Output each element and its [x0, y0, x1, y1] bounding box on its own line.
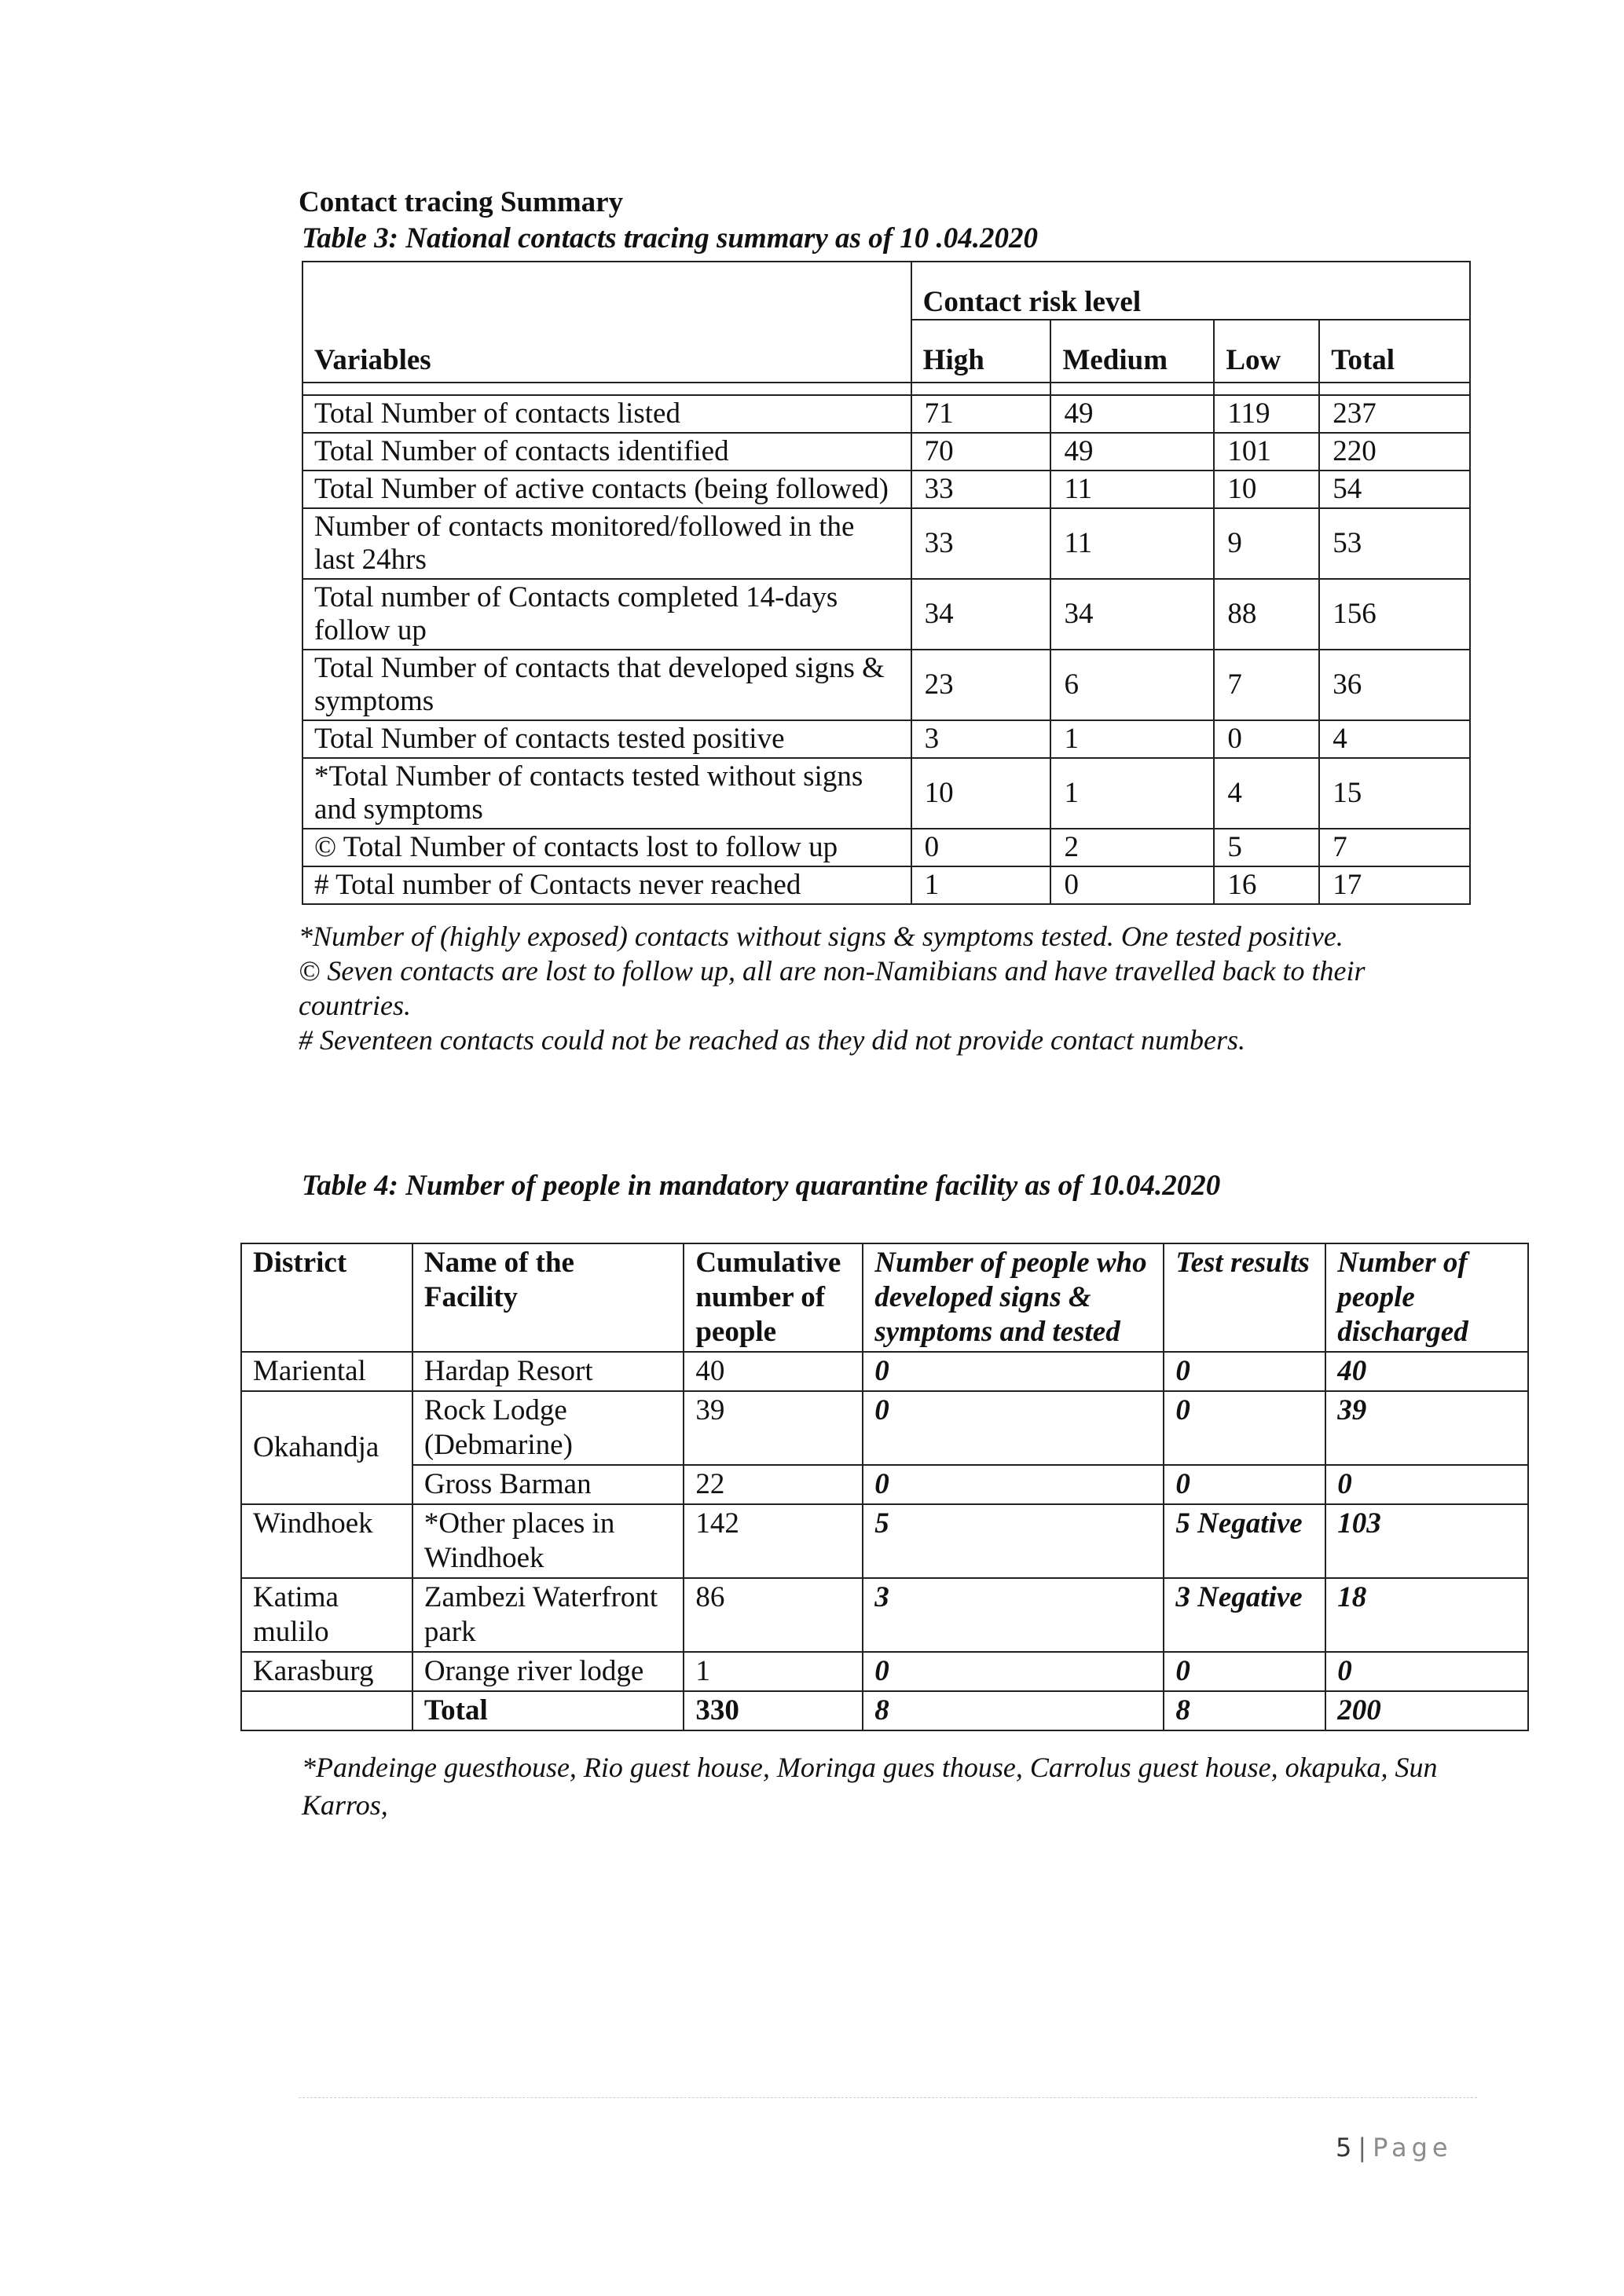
medium-cell: 1 [1050, 758, 1214, 829]
facility-cell: Zambezi Waterfront park [412, 1578, 684, 1652]
page-label: Page [1373, 2133, 1453, 2162]
variable-cell: Total number of Contacts completed 14-days follow up [302, 579, 911, 650]
total-test-results: 8 [1164, 1691, 1325, 1730]
district-cell: Windhoek [241, 1504, 412, 1578]
high-cell: 1 [911, 866, 1051, 904]
cumulative-cell: 1 [684, 1652, 863, 1691]
low-cell: 16 [1214, 866, 1319, 904]
table3-header-low: Low [1214, 320, 1319, 383]
table4-header-developed: Number of people who developed signs & symptoms and tested [863, 1243, 1164, 1352]
test-results-cell: 0 [1164, 1352, 1325, 1391]
low-cell: 7 [1214, 650, 1319, 720]
cumulative-cell: 22 [684, 1465, 863, 1504]
variable-cell: # Total number of Contacts never reached [302, 866, 911, 904]
table-row [241, 1352, 1528, 1391]
high-cell: 23 [911, 650, 1051, 720]
medium-cell: 1 [1050, 720, 1214, 758]
discharged-cell: 0 [1325, 1465, 1528, 1504]
table3-header-medium: Medium [1050, 320, 1214, 383]
medium-cell: 49 [1050, 395, 1214, 433]
district-cell: Katima mulilo [241, 1578, 412, 1652]
table-row [302, 579, 1470, 650]
table4-header-test-results: Test results [1164, 1243, 1325, 1352]
table3-header-total: Total [1319, 320, 1470, 383]
table-row [241, 1504, 1528, 1578]
facility-cell: Orange river lodge [412, 1652, 684, 1691]
medium-cell: 11 [1050, 508, 1214, 579]
table-row [302, 866, 1470, 904]
section-heading: Contact tracing Summary [299, 186, 624, 218]
total-discharged: 200 [1325, 1691, 1528, 1730]
total-cell: 17 [1319, 866, 1470, 904]
discharged-cell: 103 [1325, 1504, 1528, 1578]
medium-cell: 34 [1050, 579, 1214, 650]
medium-cell: 0 [1050, 866, 1214, 904]
low-cell: 10 [1214, 471, 1319, 508]
table3-header-variables: Variables [302, 320, 911, 383]
developed-cell: 0 [863, 1391, 1164, 1465]
developed-cell: 0 [863, 1352, 1164, 1391]
medium-cell: 6 [1050, 650, 1214, 720]
medium-cell: 2 [1050, 829, 1214, 866]
total-cell: 15 [1319, 758, 1470, 829]
page-number: 5 [1336, 2133, 1352, 2162]
total-cell: 220 [1319, 433, 1470, 471]
facility-cell: Gross Barman [412, 1465, 684, 1504]
total-cell: 54 [1319, 471, 1470, 508]
total-cell: 36 [1319, 650, 1470, 720]
table-row [302, 433, 1470, 471]
table4-header-cumulative: Cumulative number of people [684, 1243, 863, 1352]
table3-header-row [302, 320, 1470, 383]
facility-cell: Hardap Resort [412, 1352, 684, 1391]
table3-notes [299, 919, 1477, 1057]
table3-header-high: High [911, 320, 1051, 383]
medium-cell: 11 [1050, 471, 1214, 508]
total-label: Total [412, 1691, 684, 1730]
district-cell: Okahandja [241, 1391, 412, 1504]
cumulative-cell: 142 [684, 1504, 863, 1578]
total-cumulative: 330 [684, 1691, 863, 1730]
table-row [302, 471, 1470, 508]
table4-header-row [241, 1243, 1528, 1352]
table3-group-header: Contact risk level [911, 262, 1470, 320]
table-row [302, 508, 1470, 579]
table-row [241, 1578, 1528, 1652]
facility-cell: *Other places in Windhoek [412, 1504, 684, 1578]
table4-total-row [241, 1691, 1528, 1730]
table4-header-discharged: Number of people discharged [1325, 1243, 1528, 1352]
high-cell: 10 [911, 758, 1051, 829]
discharged-cell: 0 [1325, 1652, 1528, 1691]
total-developed: 8 [863, 1691, 1164, 1730]
table3-empty-header-cell [302, 262, 911, 320]
variable-cell: Total Number of contacts listed [302, 395, 911, 433]
low-cell: 5 [1214, 829, 1319, 866]
total-cell: 4 [1319, 720, 1470, 758]
high-cell: 33 [911, 471, 1051, 508]
low-cell: 119 [1214, 395, 1319, 433]
developed-cell: 0 [863, 1652, 1164, 1691]
table3-caption: Table 3: National contacts tracing summary as of 10 .04.2020 [302, 222, 1039, 255]
table-row [302, 829, 1470, 866]
note-tested-without-symptoms: *Number of (highly exposed) contacts without signs & symptoms tested. One tested positive. [299, 921, 1344, 952]
total-empty-cell [241, 1691, 412, 1730]
contact-tracing-table [302, 261, 1471, 905]
note-never-reached: # Seventeen contacts could not be reached as they did not provide contact numbers. [299, 1024, 1245, 1056]
low-cell: 101 [1214, 433, 1319, 471]
table4-footnote: *Pandeinge guesthouse, Rio guest house, Moringa gues thouse, Carrolus guest house, okapuka, Sun Karros, [302, 1752, 1438, 1821]
table-row [241, 1652, 1528, 1691]
developed-cell: 5 [863, 1504, 1164, 1578]
note-lost-to-follow-up: © Seven contacts are lost to follow up, all are non-Namibians and have travelled back to their countries. [299, 955, 1366, 1021]
table3-group-header-row [302, 262, 1470, 320]
discharged-cell: 40 [1325, 1352, 1528, 1391]
test-results-cell: 0 [1164, 1652, 1325, 1691]
high-cell: 3 [911, 720, 1051, 758]
test-results-cell: 0 [1164, 1465, 1325, 1504]
low-cell: 4 [1214, 758, 1319, 829]
footer-separator: | [1358, 2133, 1367, 2162]
developed-cell: 3 [863, 1578, 1164, 1652]
table-row [302, 395, 1470, 433]
discharged-cell: 18 [1325, 1578, 1528, 1652]
high-cell: 71 [911, 395, 1051, 433]
high-cell: 0 [911, 829, 1051, 866]
total-cell: 7 [1319, 829, 1470, 866]
low-cell: 9 [1214, 508, 1319, 579]
footer-divider [299, 2097, 1477, 2098]
table-row [302, 758, 1470, 829]
discharged-cell: 39 [1325, 1391, 1528, 1465]
district-cell: Karasburg [241, 1652, 412, 1691]
low-cell: 0 [1214, 720, 1319, 758]
medium-cell: 49 [1050, 433, 1214, 471]
variable-cell: Total Number of contacts tested positive [302, 720, 911, 758]
variable-cell: Total Number of active contacts (being followed) [302, 471, 911, 508]
total-cell: 237 [1319, 395, 1470, 433]
total-cell: 53 [1319, 508, 1470, 579]
cumulative-cell: 40 [684, 1352, 863, 1391]
variable-cell: Number of contacts monitored/followed in the last 24hrs [302, 508, 911, 579]
variable-cell: *Total Number of contacts tested without signs and symptoms [302, 758, 911, 829]
test-results-cell: 0 [1164, 1391, 1325, 1465]
facility-cell: Rock Lodge (Debmarine) [412, 1391, 684, 1465]
table-row [302, 650, 1470, 720]
table4-caption: Table 4: Number of people in mandatory quarantine facility as of 10.04.2020 [302, 1170, 1221, 1202]
high-cell: 34 [911, 579, 1051, 650]
test-results-cell: 3 Negative [1164, 1578, 1325, 1652]
cumulative-cell: 86 [684, 1578, 863, 1652]
table-row [302, 720, 1470, 758]
table4-header-district: District [241, 1243, 412, 1352]
table3-spacer-row [302, 383, 1470, 395]
table-row [241, 1391, 1528, 1465]
variable-cell: Total Number of contacts identified [302, 433, 911, 471]
high-cell: 70 [911, 433, 1051, 471]
table-row [241, 1465, 1528, 1504]
district-cell: Mariental [241, 1352, 412, 1391]
table3-body [302, 395, 1470, 904]
cumulative-cell: 39 [684, 1391, 863, 1465]
high-cell: 33 [911, 508, 1051, 579]
total-cell: 156 [1319, 579, 1470, 650]
low-cell: 88 [1214, 579, 1319, 650]
page-footer [1336, 2133, 1453, 2162]
developed-cell: 0 [863, 1465, 1164, 1504]
variable-cell: Total Number of contacts that developed signs & symptoms [302, 650, 911, 720]
test-results-cell: 5 Negative [1164, 1504, 1325, 1578]
variable-cell: © Total Number of contacts lost to follow up [302, 829, 911, 866]
table4-header-facility: Name of the Facility [412, 1243, 684, 1352]
quarantine-facility-table [240, 1243, 1529, 1731]
